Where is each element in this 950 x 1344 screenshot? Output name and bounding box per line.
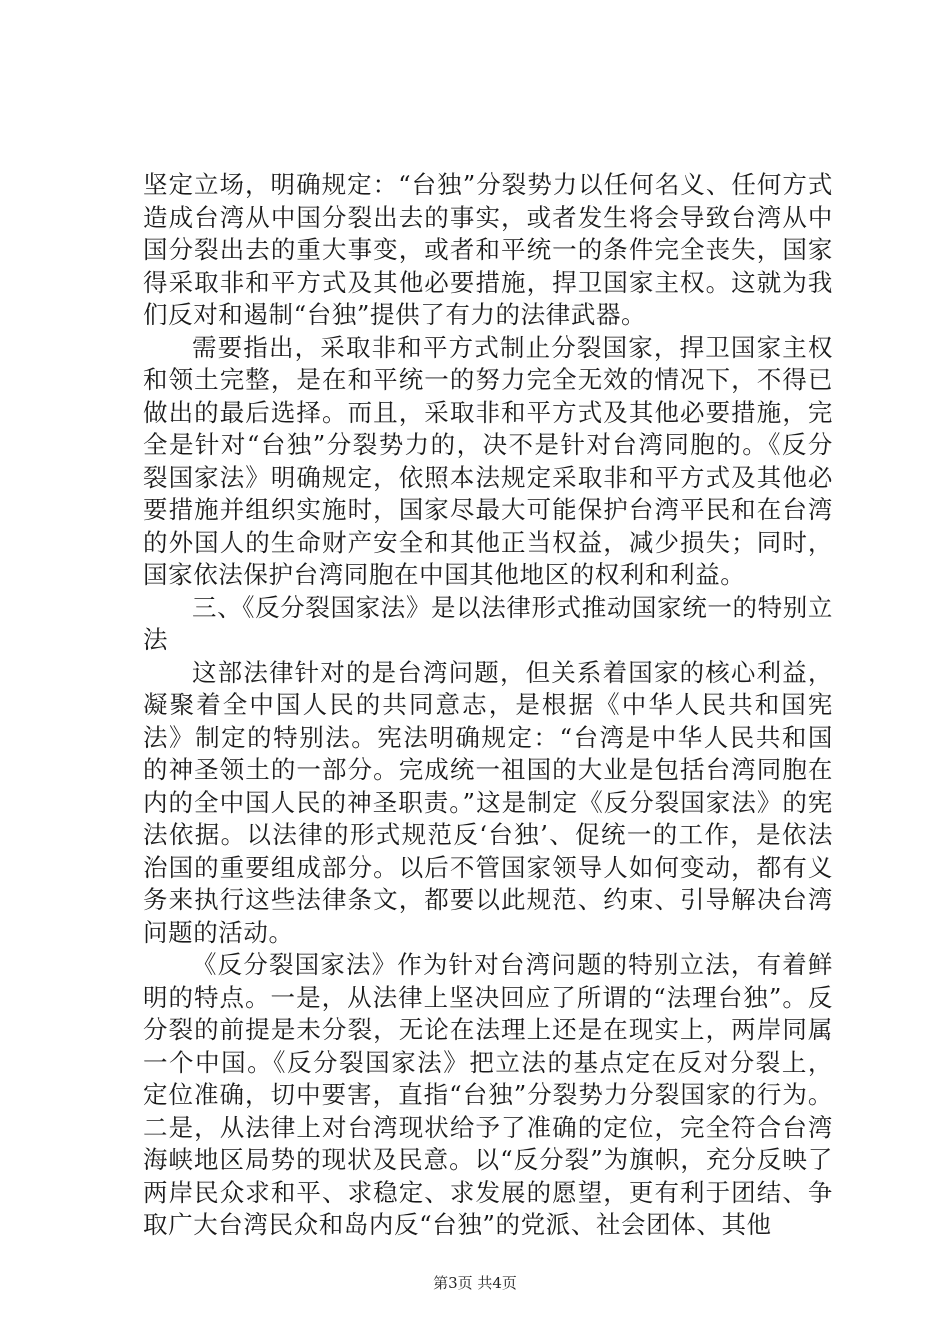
section-heading: 三、《反分裂国家法》是以法律形式推动国家统一的特别立法: [143, 592, 833, 654]
paragraph-1: 坚定立场，明确规定：“台独”分裂势力以任何名义、任何方式造成台湾从中国分裂出去的事实，或者发生将会导致台湾从中国分裂出去的重大事变，或者和平统一的条件完全丧失，国家得采取非和平方式及其他必要措施，捍卫国家主权。这就为我们反对和遏制“台独”提供了有力的法律武器。: [143, 170, 833, 329]
page-number: 第3页 共4页: [433, 1274, 517, 1292]
paragraph-4: 《反分裂国家法》作为针对台湾问题的特别立法，有着鲜明的特点。一是，从法律上坚决回应了所谓的“法理台独”。反分裂的前提是未分裂，无论在法理上还是在现实上，两岸同属一个中国。《反分裂国家法》把立法的基点定在反对分裂上，定位准确，切中要害，直指“台独”分裂势力分裂国家的行为。二是，从法律上对台湾现状给予了准确的定位，完全符合台湾海峡地区局势的现状及民意。以“反分裂”为旗帜，充分反映了两岸民众求和平、求稳定、求发展的愿望，更有利于团结、争取广大台湾民众和岛内反“台独”的党派、社会团体、其他: [143, 950, 833, 1239]
document-body: [143, 169, 833, 1242]
paragraph-2: 需要指出，采取非和平方式制止分裂国家，捍卫国家主权和领土完整，是在和平统一的努力完全无效的情况下，不得已做出的最后选择。而且，采取非和平方式及其他必要措施，完全是针对“台独”分裂势力的，决不是针对台湾同胞的。《反分裂国家法》明确规定，依照本法规定采取非和平方式及其他必要措施并组织实施时，国家尽最大可能保护台湾平民和在台湾的外国人的生命财产安全和其他正当权益，减少损失；同时，国家依法保护台湾同胞在中国其他地区的权利和利益。: [143, 332, 833, 589]
page-footer: [0, 1272, 950, 1293]
paragraph-3: 这部法律针对的是台湾问题，但关系着国家的核心利益，凝聚着全中国人民的共同意志，是根据《中华人民共和国宪法》制定的特别法。宪法明确规定：“台湾是中华人民共和国的神圣领土的一部分。完成统一祖国的大业是包括台湾同胞在内的全中国人民的神圣职责。”这是制定《反分裂国家法》的宪法依据。以法律的形式规范反‘台独’、促统一的工作，是依法治国的重要组成部分。以后不管国家领导人如何变动，都有义务来执行这些法律条文，都要以此规范、约束、引导解决台湾问题的活动。: [143, 657, 833, 947]
